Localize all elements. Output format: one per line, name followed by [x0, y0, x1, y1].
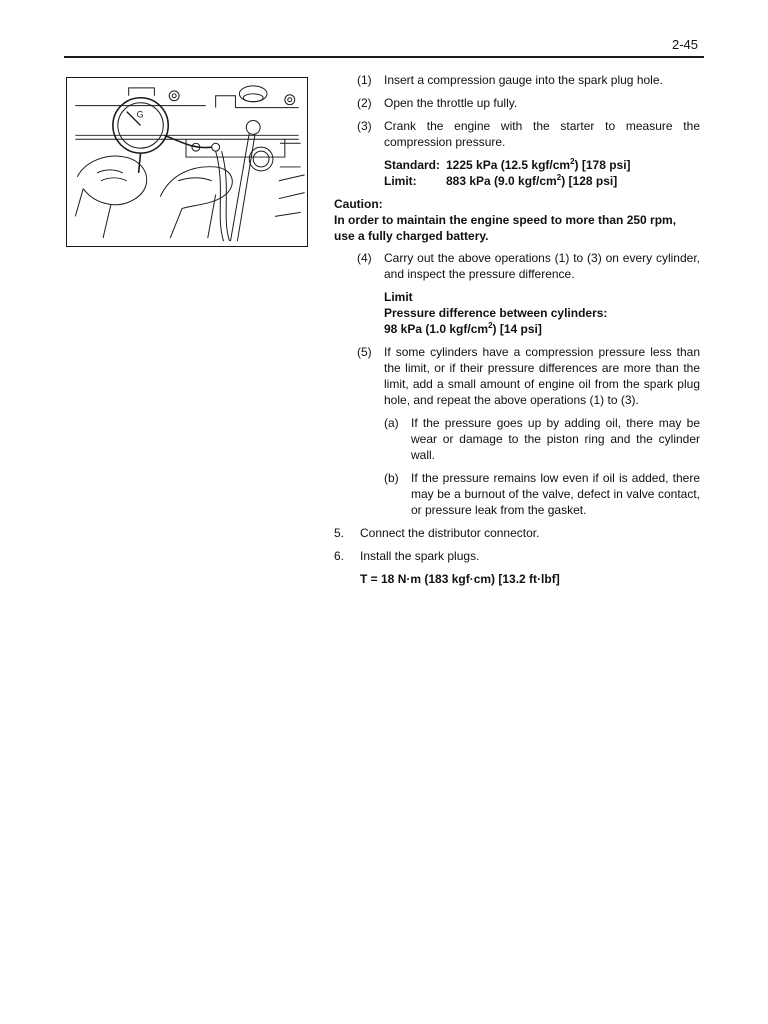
- step-1: [334, 72, 700, 88]
- step-5: [334, 344, 700, 408]
- caution-title: Caution:: [334, 197, 383, 211]
- step-text: Carry out the above operations (1) to (3) on every cylinder, and inspect the pressure difference.: [384, 251, 700, 281]
- caution-note: [334, 196, 700, 244]
- spec-value: 883 kPa (9.0 kgf/$cm^2$) [128 psi]: [446, 173, 618, 188]
- svg-text:G: G: [136, 109, 144, 120]
- spec-label: Standard:: [384, 158, 441, 172]
- step-5a: [334, 415, 700, 463]
- step-4: [334, 250, 700, 282]
- step-text: Connect the distributor connector.: [360, 526, 540, 540]
- step-text: If the pressure goes up by adding oil, there may be wear or damage to the piston ring and the cylinder wall.: [411, 416, 700, 462]
- step-number: (1): [357, 73, 372, 87]
- standard-spec: [384, 157, 700, 173]
- step-text: Open the throttle up fully.: [384, 96, 518, 110]
- step-number: 6.: [334, 549, 345, 563]
- step-text: Install the spark plugs.: [360, 549, 480, 563]
- step-number: (3): [357, 119, 372, 133]
- compression-gauge-illustration: [66, 77, 308, 247]
- pressure-difference-limit: [334, 289, 700, 337]
- step-number: (5): [357, 345, 372, 359]
- spec-value: 1225 kPa (12.5 kgf/$cm^2$) [178 psi]: [446, 157, 631, 172]
- spec-label: Limit:: [384, 174, 417, 188]
- step-text: Crank the engine with the starter to measure the compression pressure.: [384, 119, 700, 149]
- caution-text: In order to maintain the engine speed to more than 250 rpm, use a fully charged battery.: [334, 213, 677, 243]
- step-number: 5.: [334, 526, 345, 540]
- limit-value: 98 kPa (1.0 kgf/$cm^2$) [14 psi]: [384, 321, 542, 336]
- step-number: (4): [357, 251, 372, 265]
- torque-spec: T = 18 N·m (183 kgf·cm) [13.2 ft·lbf]: [360, 572, 560, 586]
- procedure-text: [334, 72, 700, 587]
- header-rule: [64, 56, 704, 58]
- limit-subtitle: Pressure difference between cylinders:: [384, 306, 608, 320]
- compression-spec: [334, 157, 700, 189]
- main-step-5: [334, 525, 700, 541]
- step-number: (b): [384, 471, 399, 485]
- main-step-6: [334, 548, 700, 564]
- limit-title: Limit: [384, 290, 413, 304]
- step-text: If the pressure remains low even if oil is added, there may be a burnout of the valve, defect in valve contact, or pressure leak from the gasket.: [411, 471, 700, 517]
- step-text: If some cylinders have a compression pressure less than the limit, or if their pressure differences are more than the limit, add a small amount of engine oil from the spark plug hole, and repeat the above operations (1) to (3).: [384, 345, 700, 407]
- step-number: (a): [384, 416, 399, 430]
- page-number: 2-45: [671, 37, 698, 52]
- step-5b: [334, 470, 700, 518]
- limit-spec: [384, 173, 700, 189]
- step-3: [334, 118, 700, 150]
- step-text: Insert a compression gauge into the spark plug hole.: [384, 73, 663, 87]
- step-2: [334, 95, 700, 111]
- step-number: (2): [357, 96, 372, 110]
